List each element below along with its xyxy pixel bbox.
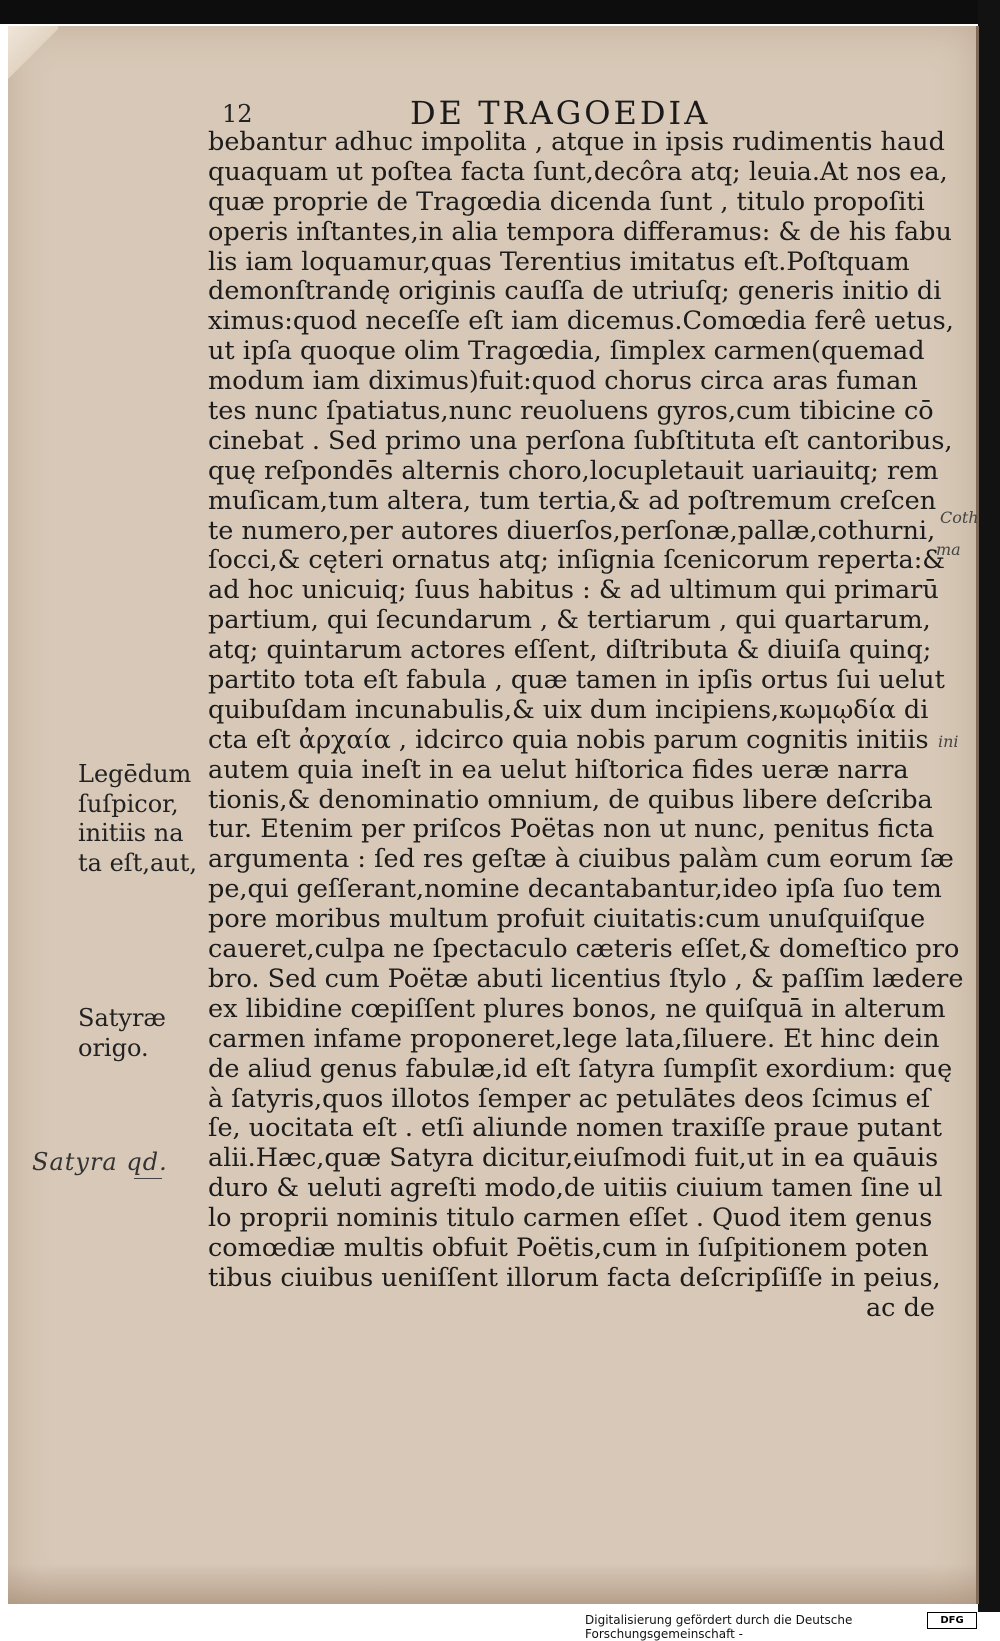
margin-note-line: Legēdum <box>78 760 192 788</box>
text-line: quę reſpondēs alternis choro,locupletauit uariauitq; rem <box>208 455 939 486</box>
text-line: caueret,culpa ne ſpectaculo cæteris eſſet,& domeſtico pro <box>208 934 960 965</box>
text-line: bebantur adhuc impolita , atque in ipsis rudimentis haud <box>208 127 945 157</box>
margin-note-line: ſuſpicor, <box>78 789 179 818</box>
dfg-logo: DFG <box>927 1612 977 1629</box>
text-line: ſocci,& cęteri ornatus atq; inſignia ſcenicorum reperta:& <box>208 545 946 576</box>
margin-note-line: origo. <box>78 1033 149 1062</box>
text-line: pore moribus multum profuit ciuitatis:cum unuſquiſque <box>208 904 926 935</box>
text-line: ximus:quod neceſſe eſt iam dicemus.Comœdia ferê uetus, <box>208 306 954 337</box>
page-number: 12 <box>222 100 253 128</box>
text-line: demonſtrandę originis cauſſa de utriuſq; generis initio di <box>208 276 942 307</box>
text-line: tionis,& denominatio omnium, de quibus libere deſcriba <box>208 784 933 815</box>
text-line: cta eſt ἀρχαία , idcirco quia nobis parum cognitis initiis <box>208 724 929 755</box>
text-line: muſicam,tum altera, tum tertia,& ad poſtremum creſcen <box>208 485 937 516</box>
text-line: tibus ciuibus ueniſſent illorum facta deſcripſiſſe in peius, <box>208 1262 941 1293</box>
text-line: quaquam ut poſtea facta ſunt,decôra atq; leuia.At nos ea, <box>208 156 948 187</box>
text-line: alii.Hæc,quæ Satyra dicitur,eiuſmodi fuit,ut in ea quāuis <box>208 1143 939 1174</box>
text-line: carmen infame proponeret,lege lata,ſiluere. Et hinc dein <box>208 1023 940 1054</box>
text-line: lis iam loquamur,quas Terentius imitatus eſt.Poſtquam <box>208 246 910 277</box>
text-line: ſe, uocitata eſt . etſi aliunde nomen traxiſſe praue putant <box>208 1113 942 1144</box>
scan-border-right <box>978 0 1000 1612</box>
text-line: ut ipſa quoque olim Tragœdia, ſimplex carmen(quemad <box>208 336 925 367</box>
text-line: ad hoc unicuiq; ſuus habitus : & ad ultimum qui primarū <box>208 575 939 606</box>
text-line: partito tota eſt fabula , quæ tamen in ipſis ortus ſui uelut <box>208 665 945 696</box>
text-line: autem quia ineſt in ea uelut hiſtorica fides ueræ narra <box>208 754 909 785</box>
text-line: quibuſdam incunabulis,& uix dum incipiens,κωμῳδία di <box>208 694 929 725</box>
text-line: partium, qui ſecundarum , & tertiarum , qui quartarum, <box>208 605 931 636</box>
margin-note-legendum <box>78 760 197 878</box>
margin-note-satyrae-origo <box>78 1004 166 1063</box>
running-head: DE TRAGOEDIA <box>410 94 711 132</box>
margin-note-line: ta eſt,aut, <box>78 848 197 877</box>
text-line: ex libidine cœpiſſent plures bonos, ne quiſquā in alterum <box>208 993 946 1024</box>
text-line: argumenta : ſed res geſtæ à ciuibus palàm cum eorum ſæ <box>208 844 954 875</box>
scan-border-top <box>0 0 1000 24</box>
text-line: lo proprii nominis titulo carmen eſſet . Quod item genus <box>208 1203 933 1234</box>
text-line: comœdiæ multis obfuit Poëtis,cum in ſuſpitionem poten <box>208 1232 929 1263</box>
margin-note-line: Satyræ <box>78 1004 166 1032</box>
text-line: de aliud genus fabulæ,id eſt ſatyra ſumpſit exordium: quę <box>208 1053 953 1084</box>
text-line: bro. Sed cum Poëtæ abuti licentius ſtylo , & paſſim lædere <box>208 963 964 994</box>
text-line: à ſatyris,quos illotos ſemper ac petulātes deos ſcimus eſ <box>208 1083 931 1114</box>
text-line: duro & ueluti agreſti modo,de uitiis ciuium tamen ſine ul <box>208 1173 943 1204</box>
handwritten-annotation-left: Satyra qd. <box>32 1148 168 1176</box>
text-line: te numero,per autores diuerſos,perſonæ,pallæ,cothurni, <box>208 515 936 546</box>
text-line: cinebat . Sed primo una perſona ſubſtituta eſt cantoribus, <box>208 425 953 456</box>
margin-note-line: initiis na <box>78 819 184 847</box>
text-line: tes nunc ſpatiatus,nunc reuoluens gyros,cum tibicine cō <box>208 396 934 427</box>
digitization-credit: Digitalisierung gefördert durch die Deutsche Forschungsgemeinschaft - <box>585 1613 853 1641</box>
text-line: modum iam diximus)fuit:quod chorus circa aras fuman <box>208 366 918 397</box>
text-line: quæ proprie de Tragœdia dicenda ſunt , titulo propoſiti <box>208 186 925 217</box>
folded-corner <box>8 26 58 81</box>
catchword: ac de <box>865 1292 935 1323</box>
handwritten-annotation-right: ma <box>936 540 961 559</box>
handwritten-annotation-right: Coth <box>940 508 979 527</box>
text-line: pe,qui geſſerant,nomine decantabantur,ideo ipſa ſuo tem <box>208 874 942 905</box>
text-line: tur. Etenim per priſcos Poëtas non ut nunc, penitus ficta <box>208 814 935 845</box>
main-text-block <box>208 127 964 1324</box>
text-line: operis inſtantes,in alia tempora differamus: & de his fabu <box>208 216 952 247</box>
handwritten-annotation-right: ini <box>938 732 959 751</box>
text-line: atq; quintarum actores eſſent, diſtributa & diuiſa quinq; <box>208 635 932 666</box>
